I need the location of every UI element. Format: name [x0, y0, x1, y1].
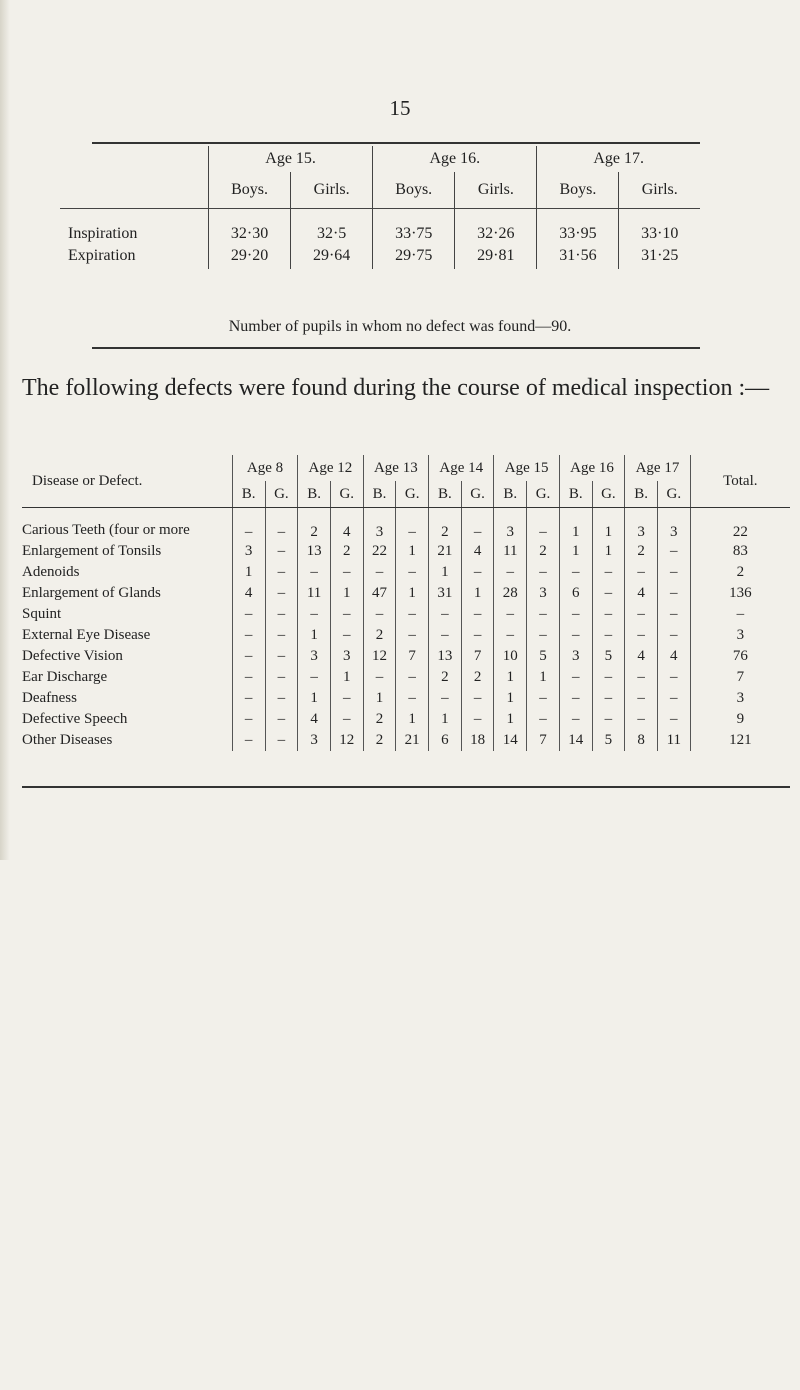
cell-value: 10	[494, 646, 527, 667]
cell-value: 28	[494, 583, 527, 604]
cell-value: 14	[494, 730, 527, 751]
cell-value: 32·5	[291, 209, 373, 244]
cell-value: 3	[494, 520, 527, 541]
cell-value: 4	[232, 583, 265, 604]
table-row	[22, 520, 790, 541]
row-total: 3	[690, 625, 790, 646]
row-label: Deafness	[22, 690, 77, 706]
cell-value: 11	[657, 730, 690, 751]
cell-value: –	[494, 604, 527, 625]
cell-value: 1	[494, 709, 527, 730]
row-label: Adenoids	[22, 564, 80, 580]
cell-value: 31·56	[537, 243, 619, 269]
cell-value: –	[265, 562, 298, 583]
row-total: 3	[690, 688, 790, 709]
cell-value: 4	[298, 709, 331, 730]
cell-value: –	[265, 646, 298, 667]
total-header: Total.	[690, 455, 790, 508]
cell-value: –	[657, 583, 690, 604]
cell-value: –	[527, 709, 560, 730]
cell-value: –	[625, 709, 658, 730]
cell-value: 1	[396, 709, 429, 730]
cell-value: –	[265, 709, 298, 730]
cell-value: –	[592, 562, 625, 583]
cell-value: 18	[461, 730, 494, 751]
cell-value: –	[363, 562, 396, 583]
cell-value: 1	[592, 541, 625, 562]
breath-measurement-table	[60, 146, 700, 269]
cell-value: –	[657, 709, 690, 730]
cell-value: –	[625, 667, 658, 688]
cell-value: –	[461, 562, 494, 583]
age-header: Age 17	[625, 455, 690, 481]
age-header: Age 13	[363, 455, 428, 481]
row-total: –	[690, 604, 790, 625]
sex-header: Girls.	[619, 172, 700, 209]
sex-header: B.	[232, 481, 265, 508]
cell-value: –	[265, 730, 298, 751]
page-edge-shadow	[0, 0, 10, 860]
cell-value: 33·75	[373, 209, 455, 244]
cell-value: 1	[232, 562, 265, 583]
cell-value: 3	[298, 730, 331, 751]
cell-value: 1	[494, 688, 527, 709]
cell-value: –	[657, 604, 690, 625]
cell-value: –	[625, 688, 658, 709]
age-header: Age 16	[559, 455, 624, 481]
cell-value: –	[396, 667, 429, 688]
table-row	[22, 709, 790, 730]
cell-value: –	[657, 625, 690, 646]
cell-value: –	[232, 667, 265, 688]
cell-value: –	[527, 520, 560, 541]
cell-value: 31	[429, 583, 462, 604]
cell-value: –	[265, 541, 298, 562]
cell-value: –	[657, 541, 690, 562]
cell-value: 3	[559, 646, 592, 667]
no-defect-note: Number of pupils in whom no defect was found—90.	[228, 318, 572, 335]
cell-value: 7	[396, 646, 429, 667]
cell-value: –	[494, 625, 527, 646]
cell-value: 32·30	[209, 209, 291, 244]
cell-value: –	[232, 688, 265, 709]
cell-value: –	[559, 625, 592, 646]
cell-value: –	[232, 604, 265, 625]
cell-value: 6	[429, 730, 462, 751]
cell-value: 4	[657, 646, 690, 667]
sex-header: Boys.	[537, 172, 619, 209]
age-header: Age 15	[494, 455, 559, 481]
cell-value: –	[265, 625, 298, 646]
table-row	[22, 562, 790, 583]
cell-value: –	[232, 709, 265, 730]
cell-value: –	[461, 604, 494, 625]
sex-header: Girls.	[291, 172, 373, 209]
cell-value: 21	[429, 541, 462, 562]
cell-value: –	[592, 688, 625, 709]
cell-value: –	[592, 667, 625, 688]
cell-value: 33·95	[537, 209, 619, 244]
table-row	[60, 243, 700, 269]
age-header: Age 17.	[537, 146, 700, 172]
cell-value: 2	[429, 667, 462, 688]
cell-value: 7	[527, 730, 560, 751]
cell-value: 31·25	[619, 243, 700, 269]
cell-value: –	[527, 562, 560, 583]
cell-value: –	[298, 562, 331, 583]
cell-value: –	[429, 625, 462, 646]
cell-value: 1	[330, 583, 363, 604]
table-row	[22, 688, 790, 709]
table-row	[22, 541, 790, 562]
row-total: 121	[690, 730, 790, 751]
cell-value: –	[265, 520, 298, 541]
sex-header: G.	[461, 481, 494, 508]
cell-value: 2	[527, 541, 560, 562]
cell-value: 13	[429, 646, 462, 667]
cell-value: –	[657, 562, 690, 583]
sex-header: B.	[494, 481, 527, 508]
sex-header: B.	[298, 481, 331, 508]
cell-value: 3	[657, 520, 690, 541]
cell-value: 12	[330, 730, 363, 751]
cell-value: –	[363, 604, 396, 625]
row-total: 9	[690, 709, 790, 730]
cell-value: –	[527, 625, 560, 646]
cell-value: –	[232, 520, 265, 541]
row-label: Squint	[22, 606, 62, 622]
bottom-rule	[22, 786, 790, 788]
cell-value: –	[298, 604, 331, 625]
sex-header: B.	[625, 481, 658, 508]
cell-value: 32·26	[455, 209, 537, 244]
cell-value: 22	[363, 541, 396, 562]
cell-value: 29·81	[455, 243, 537, 269]
age-header-row	[22, 455, 790, 481]
cell-value: 13	[298, 541, 331, 562]
cell-value: 4	[625, 583, 658, 604]
cell-value: 1	[559, 541, 592, 562]
cell-value: 1	[494, 667, 527, 688]
cell-value: –	[265, 667, 298, 688]
cell-value: –	[461, 520, 494, 541]
row-label: Defective Vision	[22, 648, 123, 664]
sex-header: Boys.	[209, 172, 291, 209]
cell-value: 29·20	[209, 243, 291, 269]
sex-header: Girls.	[455, 172, 537, 209]
cell-value: 3	[363, 520, 396, 541]
cell-value: –	[265, 604, 298, 625]
cell-value: –	[592, 625, 625, 646]
sex-header: G.	[592, 481, 625, 508]
cell-value: –	[429, 604, 462, 625]
defects-table-body	[22, 520, 790, 751]
cell-value: 33·10	[619, 209, 700, 244]
intro-paragraph: The following defects were found during the course of medical inspection :—	[22, 375, 770, 401]
cell-value: 2	[625, 541, 658, 562]
cell-value: 1	[461, 583, 494, 604]
cell-value: –	[363, 667, 396, 688]
cell-value: 8	[625, 730, 658, 751]
cell-value: 3	[625, 520, 658, 541]
defects-table	[22, 455, 790, 751]
age-header: Age 16.	[373, 146, 537, 172]
middle-rule	[92, 347, 700, 349]
cell-value: 2	[461, 667, 494, 688]
cell-value: 5	[527, 646, 560, 667]
spacer-row	[22, 508, 790, 521]
row-label: External Eye Disease	[22, 627, 151, 643]
cell-value: 4	[330, 520, 363, 541]
cell-value: –	[592, 604, 625, 625]
cell-value: 1	[527, 667, 560, 688]
cell-value: 2	[330, 541, 363, 562]
cell-value: –	[625, 625, 658, 646]
cell-value: –	[429, 688, 462, 709]
sex-header: B.	[429, 481, 462, 508]
cell-value: 2	[429, 520, 462, 541]
cell-value: 11	[298, 583, 331, 604]
cell-value: 3	[527, 583, 560, 604]
cell-value: –	[461, 688, 494, 709]
cell-value: 47	[363, 583, 396, 604]
table-row	[22, 583, 790, 604]
row-total: 83	[690, 541, 790, 562]
table-row	[22, 646, 790, 667]
cell-value: 1	[330, 667, 363, 688]
cell-value: –	[396, 688, 429, 709]
cell-value: –	[625, 562, 658, 583]
cell-value: 2	[298, 520, 331, 541]
sex-header: G.	[527, 481, 560, 508]
cell-value: –	[396, 625, 429, 646]
cell-value: 29·75	[373, 243, 455, 269]
cell-value: 1	[429, 709, 462, 730]
table-row	[22, 604, 790, 625]
cell-value: 4	[461, 541, 494, 562]
cell-value: –	[559, 688, 592, 709]
row-label: Ear Discharge	[22, 669, 108, 685]
age-header: Age 12	[298, 455, 363, 481]
cell-value: –	[232, 625, 265, 646]
cell-value: 11	[494, 541, 527, 562]
row-total: 22	[690, 520, 790, 541]
cell-value: –	[330, 688, 363, 709]
cell-value: –	[559, 709, 592, 730]
cell-value: 12	[363, 646, 396, 667]
page-number: 15	[389, 96, 411, 120]
age-header: Age 14	[429, 455, 494, 481]
cell-value: –	[396, 604, 429, 625]
cell-value: 2	[363, 709, 396, 730]
age-header: Age 15.	[209, 146, 373, 172]
sex-header: Boys.	[373, 172, 455, 209]
cell-value: –	[330, 604, 363, 625]
cell-value: 1	[559, 520, 592, 541]
cell-value: –	[527, 688, 560, 709]
cell-value: 3	[232, 541, 265, 562]
row-label: Inspiration	[68, 225, 138, 242]
cell-value: 29·64	[291, 243, 373, 269]
cell-value: –	[592, 583, 625, 604]
cell-value: –	[657, 688, 690, 709]
cell-value: 1	[396, 541, 429, 562]
cell-value: –	[232, 646, 265, 667]
cell-value: –	[559, 667, 592, 688]
cell-value: 1	[298, 625, 331, 646]
cell-value: –	[265, 688, 298, 709]
cell-value: –	[330, 709, 363, 730]
cell-value: –	[330, 625, 363, 646]
row-label: Expiration	[68, 247, 136, 264]
cell-value: 6	[559, 583, 592, 604]
sex-header: G.	[330, 481, 363, 508]
cell-value: –	[396, 562, 429, 583]
age-header-row	[60, 146, 700, 172]
cell-value: –	[232, 730, 265, 751]
table-row	[22, 667, 790, 688]
cell-value: 1	[592, 520, 625, 541]
row-label: Other Diseases	[22, 732, 113, 748]
cell-value: 2	[363, 730, 396, 751]
cell-value: –	[657, 667, 690, 688]
cell-value: 21	[396, 730, 429, 751]
table-row	[22, 625, 790, 646]
sex-header: B.	[559, 481, 592, 508]
sex-header: G.	[396, 481, 429, 508]
row-label: Enlargement of Glands	[22, 585, 161, 601]
cell-value: 5	[592, 646, 625, 667]
cell-value: –	[559, 604, 592, 625]
cell-value: –	[625, 604, 658, 625]
row-label: Defective Speech	[22, 711, 128, 727]
row-total: 76	[690, 646, 790, 667]
cell-value: –	[559, 562, 592, 583]
cell-value: 2	[363, 625, 396, 646]
cell-value: 4	[625, 646, 658, 667]
cell-value: –	[298, 667, 331, 688]
row-total: 136	[690, 583, 790, 604]
row-label: Carious Teeth (four or more	[22, 522, 190, 538]
cell-value: 1	[429, 562, 462, 583]
cell-value: –	[461, 709, 494, 730]
sex-header: G.	[265, 481, 298, 508]
cell-value: 14	[559, 730, 592, 751]
row-total: 2	[690, 562, 790, 583]
cell-value: 7	[461, 646, 494, 667]
cell-value: –	[592, 709, 625, 730]
disease-header: Disease or Defect.	[22, 455, 232, 508]
table-row	[60, 209, 700, 244]
sex-header: G.	[657, 481, 690, 508]
cell-value: –	[527, 604, 560, 625]
cell-value: –	[461, 625, 494, 646]
row-label: Enlargement of Tonsils	[22, 543, 162, 559]
cell-value: 3	[330, 646, 363, 667]
cell-value: 1	[363, 688, 396, 709]
cell-value: 3	[298, 646, 331, 667]
age-header: Age 8	[232, 455, 297, 481]
row-total: 7	[690, 667, 790, 688]
sex-header: B.	[363, 481, 396, 508]
top-rule	[92, 142, 700, 144]
cell-value: –	[396, 520, 429, 541]
table-row	[22, 730, 790, 751]
cell-value: 1	[396, 583, 429, 604]
sex-header-row	[60, 172, 700, 209]
cell-value: –	[330, 562, 363, 583]
cell-value: –	[494, 562, 527, 583]
cell-value: 5	[592, 730, 625, 751]
cell-value: 1	[298, 688, 331, 709]
cell-value: –	[265, 583, 298, 604]
